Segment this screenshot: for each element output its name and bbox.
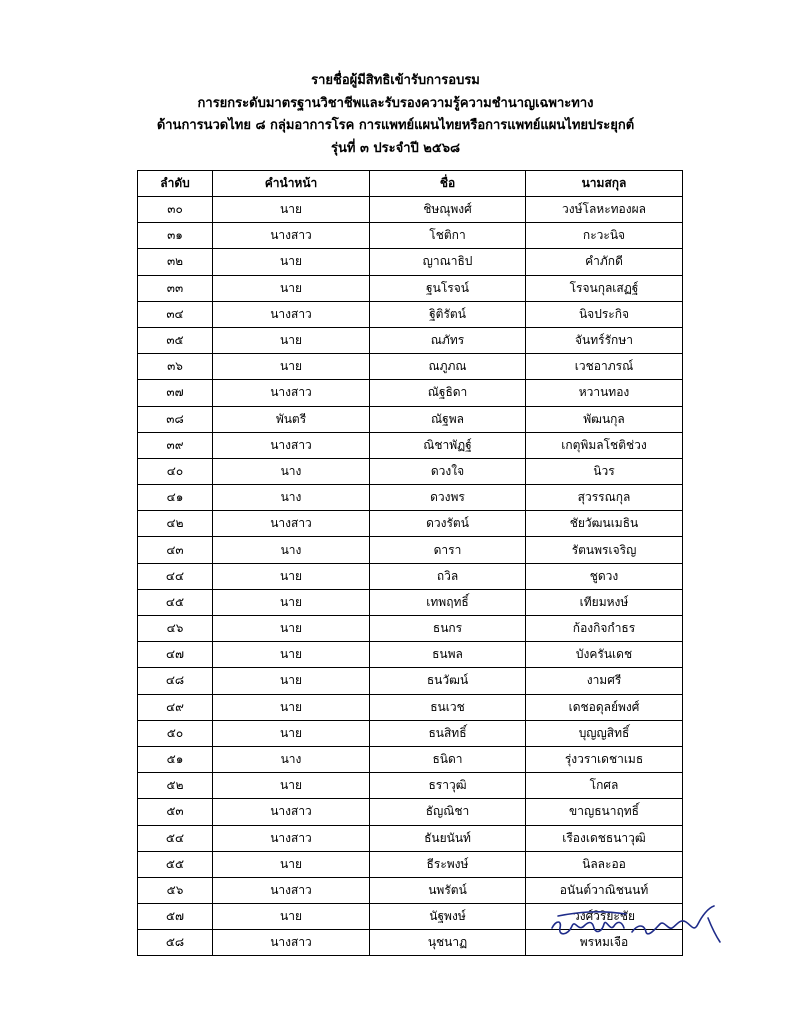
cell-prefix: นาย [213, 616, 370, 642]
batch-line: รุ่นที่ ๓ ประจำปี ๒๕๖๘ [331, 140, 460, 156]
column-header-prefix: คำนำหน้า [213, 171, 370, 197]
cell-prefix: นาย [213, 773, 370, 799]
cell-prefix: พันตรี [213, 406, 370, 432]
cell-first-name: ธนกร [370, 616, 526, 642]
cell-first-name: ญาณาธิป [370, 249, 526, 275]
cell-last-name: พัฒนกุล [526, 406, 683, 432]
cell-order: ๕๑ [138, 746, 213, 772]
cell-first-name: ฐิติรัตน์ [370, 301, 526, 327]
table-row [138, 694, 683, 720]
cell-last-name: งามศรี [526, 668, 683, 694]
cell-prefix: นางสาว [213, 301, 370, 327]
table-row [138, 406, 683, 432]
table-row [138, 485, 683, 511]
cell-first-name: นพรัตน์ [370, 877, 526, 903]
program-line: การยกระดับมาตรฐานวิชาชีพและรับรองความรู้ความชำนาญเฉพาะทาง [197, 95, 594, 111]
cell-last-name: เดชอดุลย์พงศ์ [526, 694, 683, 720]
table-row [138, 380, 683, 406]
cell-first-name: ธนสิทธิ์ [370, 720, 526, 746]
cell-prefix: นางสาว [213, 877, 370, 903]
cell-order: ๓๐ [138, 197, 213, 223]
cell-order: ๕๕ [138, 851, 213, 877]
cell-first-name: นัฐพงษ์ [370, 904, 526, 930]
table-row [138, 511, 683, 537]
cell-first-name: ดวงพร [370, 485, 526, 511]
cell-prefix: นาย [213, 589, 370, 615]
cell-order: ๕๗ [138, 904, 213, 930]
cell-first-name: ดวงใจ [370, 458, 526, 484]
cell-first-name: นุชนาฏ [370, 930, 526, 956]
cell-first-name: ธนวัฒน์ [370, 668, 526, 694]
table-row [138, 851, 683, 877]
table-row [138, 458, 683, 484]
cell-prefix: นาย [213, 851, 370, 877]
cell-prefix: นาย [213, 904, 370, 930]
table-row [138, 720, 683, 746]
document-header [0, 70, 791, 160]
cell-prefix: นางสาว [213, 930, 370, 956]
cell-prefix: นาง [213, 485, 370, 511]
cell-last-name: นิวร [526, 458, 683, 484]
cell-last-name: จันทร์รักษา [526, 327, 683, 353]
table-row [138, 223, 683, 249]
cell-first-name: ธัญณิชา [370, 799, 526, 825]
cell-last-name: นิจประกิจ [526, 301, 683, 327]
table-row [138, 432, 683, 458]
cell-last-name: สุวรรณกุล [526, 485, 683, 511]
cell-first-name: เทพฤทธิ์ [370, 589, 526, 615]
cell-last-name: กะวะนิจ [526, 223, 683, 249]
cell-first-name: โชติกา [370, 223, 526, 249]
cell-first-name: ณัฐธิดา [370, 380, 526, 406]
document-title: รายชื่อผู้มีสิทธิเข้ารับการอบรม [311, 73, 480, 88]
cell-last-name: โรจนกุลเสฏฐ์ [526, 275, 683, 301]
cell-order: ๔๐ [138, 458, 213, 484]
cell-last-name: วงษ์โลหะทองผล [526, 197, 683, 223]
cell-order: ๓๙ [138, 432, 213, 458]
cell-last-name: วงศ์วิริยะชัย [526, 904, 683, 930]
cell-prefix: นางสาว [213, 799, 370, 825]
cell-order: ๕๐ [138, 720, 213, 746]
cell-last-name: รุ่งวราเดชาเมธ [526, 746, 683, 772]
cell-first-name: ธีระพงษ์ [370, 851, 526, 877]
cell-order: ๕๖ [138, 877, 213, 903]
cell-first-name: ณภัทร [370, 327, 526, 353]
column-header-first-name: ชื่อ [370, 171, 526, 197]
table-row [138, 825, 683, 851]
cell-order: ๔๒ [138, 511, 213, 537]
cell-first-name: ฐนโรจน์ [370, 275, 526, 301]
cell-last-name: เรืองเดชธนาวุฒิ [526, 825, 683, 851]
cell-prefix: นาง [213, 458, 370, 484]
cell-order: ๔๖ [138, 616, 213, 642]
cell-prefix: นาง [213, 746, 370, 772]
column-header-last-name: นามสกุล [526, 171, 683, 197]
column-header-order: ลำดับ [138, 171, 213, 197]
cell-order: ๕๔ [138, 825, 213, 851]
cell-first-name: ธนพล [370, 642, 526, 668]
cell-last-name: ขาญธนาฤทธิ์ [526, 799, 683, 825]
cell-order: ๓๘ [138, 406, 213, 432]
table-row [138, 354, 683, 380]
cell-last-name: หวานทอง [526, 380, 683, 406]
cell-order: ๔๓ [138, 537, 213, 563]
cell-last-name: พรหมเจือ [526, 930, 683, 956]
cell-first-name: ดวงรัตน์ [370, 511, 526, 537]
cell-order: ๓๕ [138, 327, 213, 353]
cell-prefix: นาย [213, 720, 370, 746]
table-row [138, 773, 683, 799]
specialty-line: ด้านการนวดไทย ๘ กลุ่มอาการโรค การแพทย์แผนไทยหรือการแพทย์แผนไทยประยุกต์ [156, 118, 635, 133]
cell-first-name: ธันยนันท์ [370, 825, 526, 851]
table-row [138, 799, 683, 825]
table-row [138, 275, 683, 301]
cell-first-name: ณภูภณ [370, 354, 526, 380]
cell-first-name: ธนิดา [370, 746, 526, 772]
cell-last-name: ชัยวัฒนเมธิน [526, 511, 683, 537]
cell-last-name: นิลละออ [526, 851, 683, 877]
cell-prefix: นาย [213, 275, 370, 301]
cell-prefix: นางสาว [213, 825, 370, 851]
table-row [138, 327, 683, 353]
cell-last-name: บุญญสิทธิ์ [526, 720, 683, 746]
cell-first-name: ถวิล [370, 563, 526, 589]
cell-first-name: ชิษณุพงศ์ [370, 197, 526, 223]
cell-order: ๕๒ [138, 773, 213, 799]
cell-prefix: นาย [213, 354, 370, 380]
cell-order: ๔๘ [138, 668, 213, 694]
table-row [138, 746, 683, 772]
cell-order: ๔๙ [138, 694, 213, 720]
cell-order: ๓๑ [138, 223, 213, 249]
cell-last-name: บังครันเดช [526, 642, 683, 668]
cell-prefix: นางสาว [213, 380, 370, 406]
cell-last-name: เกตุพิมลโชติช่วง [526, 432, 683, 458]
cell-first-name: ณิชาพัฏฐ์ [370, 432, 526, 458]
cell-last-name: เทียมหงษ์ [526, 589, 683, 615]
cell-order: ๔๑ [138, 485, 213, 511]
cell-order: ๕๓ [138, 799, 213, 825]
cell-last-name: เวชอาภรณ์ [526, 354, 683, 380]
cell-prefix: นาย [213, 197, 370, 223]
signature-scribble [552, 906, 720, 942]
cell-order: ๔๕ [138, 589, 213, 615]
table-row [138, 563, 683, 589]
cell-order: ๔๗ [138, 642, 213, 668]
table-row [138, 616, 683, 642]
cell-last-name: โกศล [526, 773, 683, 799]
cell-prefix: นาง [213, 537, 370, 563]
cell-order: ๓๒ [138, 249, 213, 275]
cell-prefix: นาย [213, 327, 370, 353]
cell-order: ๓๗ [138, 380, 213, 406]
cell-first-name: ณัฐพล [370, 406, 526, 432]
cell-prefix: นางสาว [213, 511, 370, 537]
cell-last-name: อนันต์วาณิชนนท์ [526, 877, 683, 903]
cell-last-name: ชูดวง [526, 563, 683, 589]
cell-last-name: คำภักดี [526, 249, 683, 275]
cell-order: ๓๓ [138, 275, 213, 301]
cell-prefix: นาย [213, 563, 370, 589]
cell-order: ๓๔ [138, 301, 213, 327]
cell-prefix: นาย [213, 642, 370, 668]
table-body [138, 197, 683, 956]
cell-prefix: นาย [213, 249, 370, 275]
cell-order: ๔๔ [138, 563, 213, 589]
cell-first-name: ดารา [370, 537, 526, 563]
table-row [138, 668, 683, 694]
table-row [138, 537, 683, 563]
table-header-row [138, 171, 683, 197]
cell-order: ๓๖ [138, 354, 213, 380]
cell-prefix: นางสาว [213, 432, 370, 458]
participant-table [137, 170, 683, 956]
cell-first-name: ธราวุฒิ [370, 773, 526, 799]
cell-order: ๕๘ [138, 930, 213, 956]
cell-prefix: นาย [213, 694, 370, 720]
table-row [138, 589, 683, 615]
cell-first-name: ธนเวช [370, 694, 526, 720]
table-row [138, 642, 683, 668]
cell-last-name: รัตนพรเจริญ [526, 537, 683, 563]
signature [548, 898, 728, 948]
cell-last-name: ก้องกิจกำธร [526, 616, 683, 642]
table-row [138, 197, 683, 223]
table-row [138, 249, 683, 275]
cell-prefix: นาย [213, 668, 370, 694]
table-row [138, 301, 683, 327]
cell-prefix: นางสาว [213, 223, 370, 249]
